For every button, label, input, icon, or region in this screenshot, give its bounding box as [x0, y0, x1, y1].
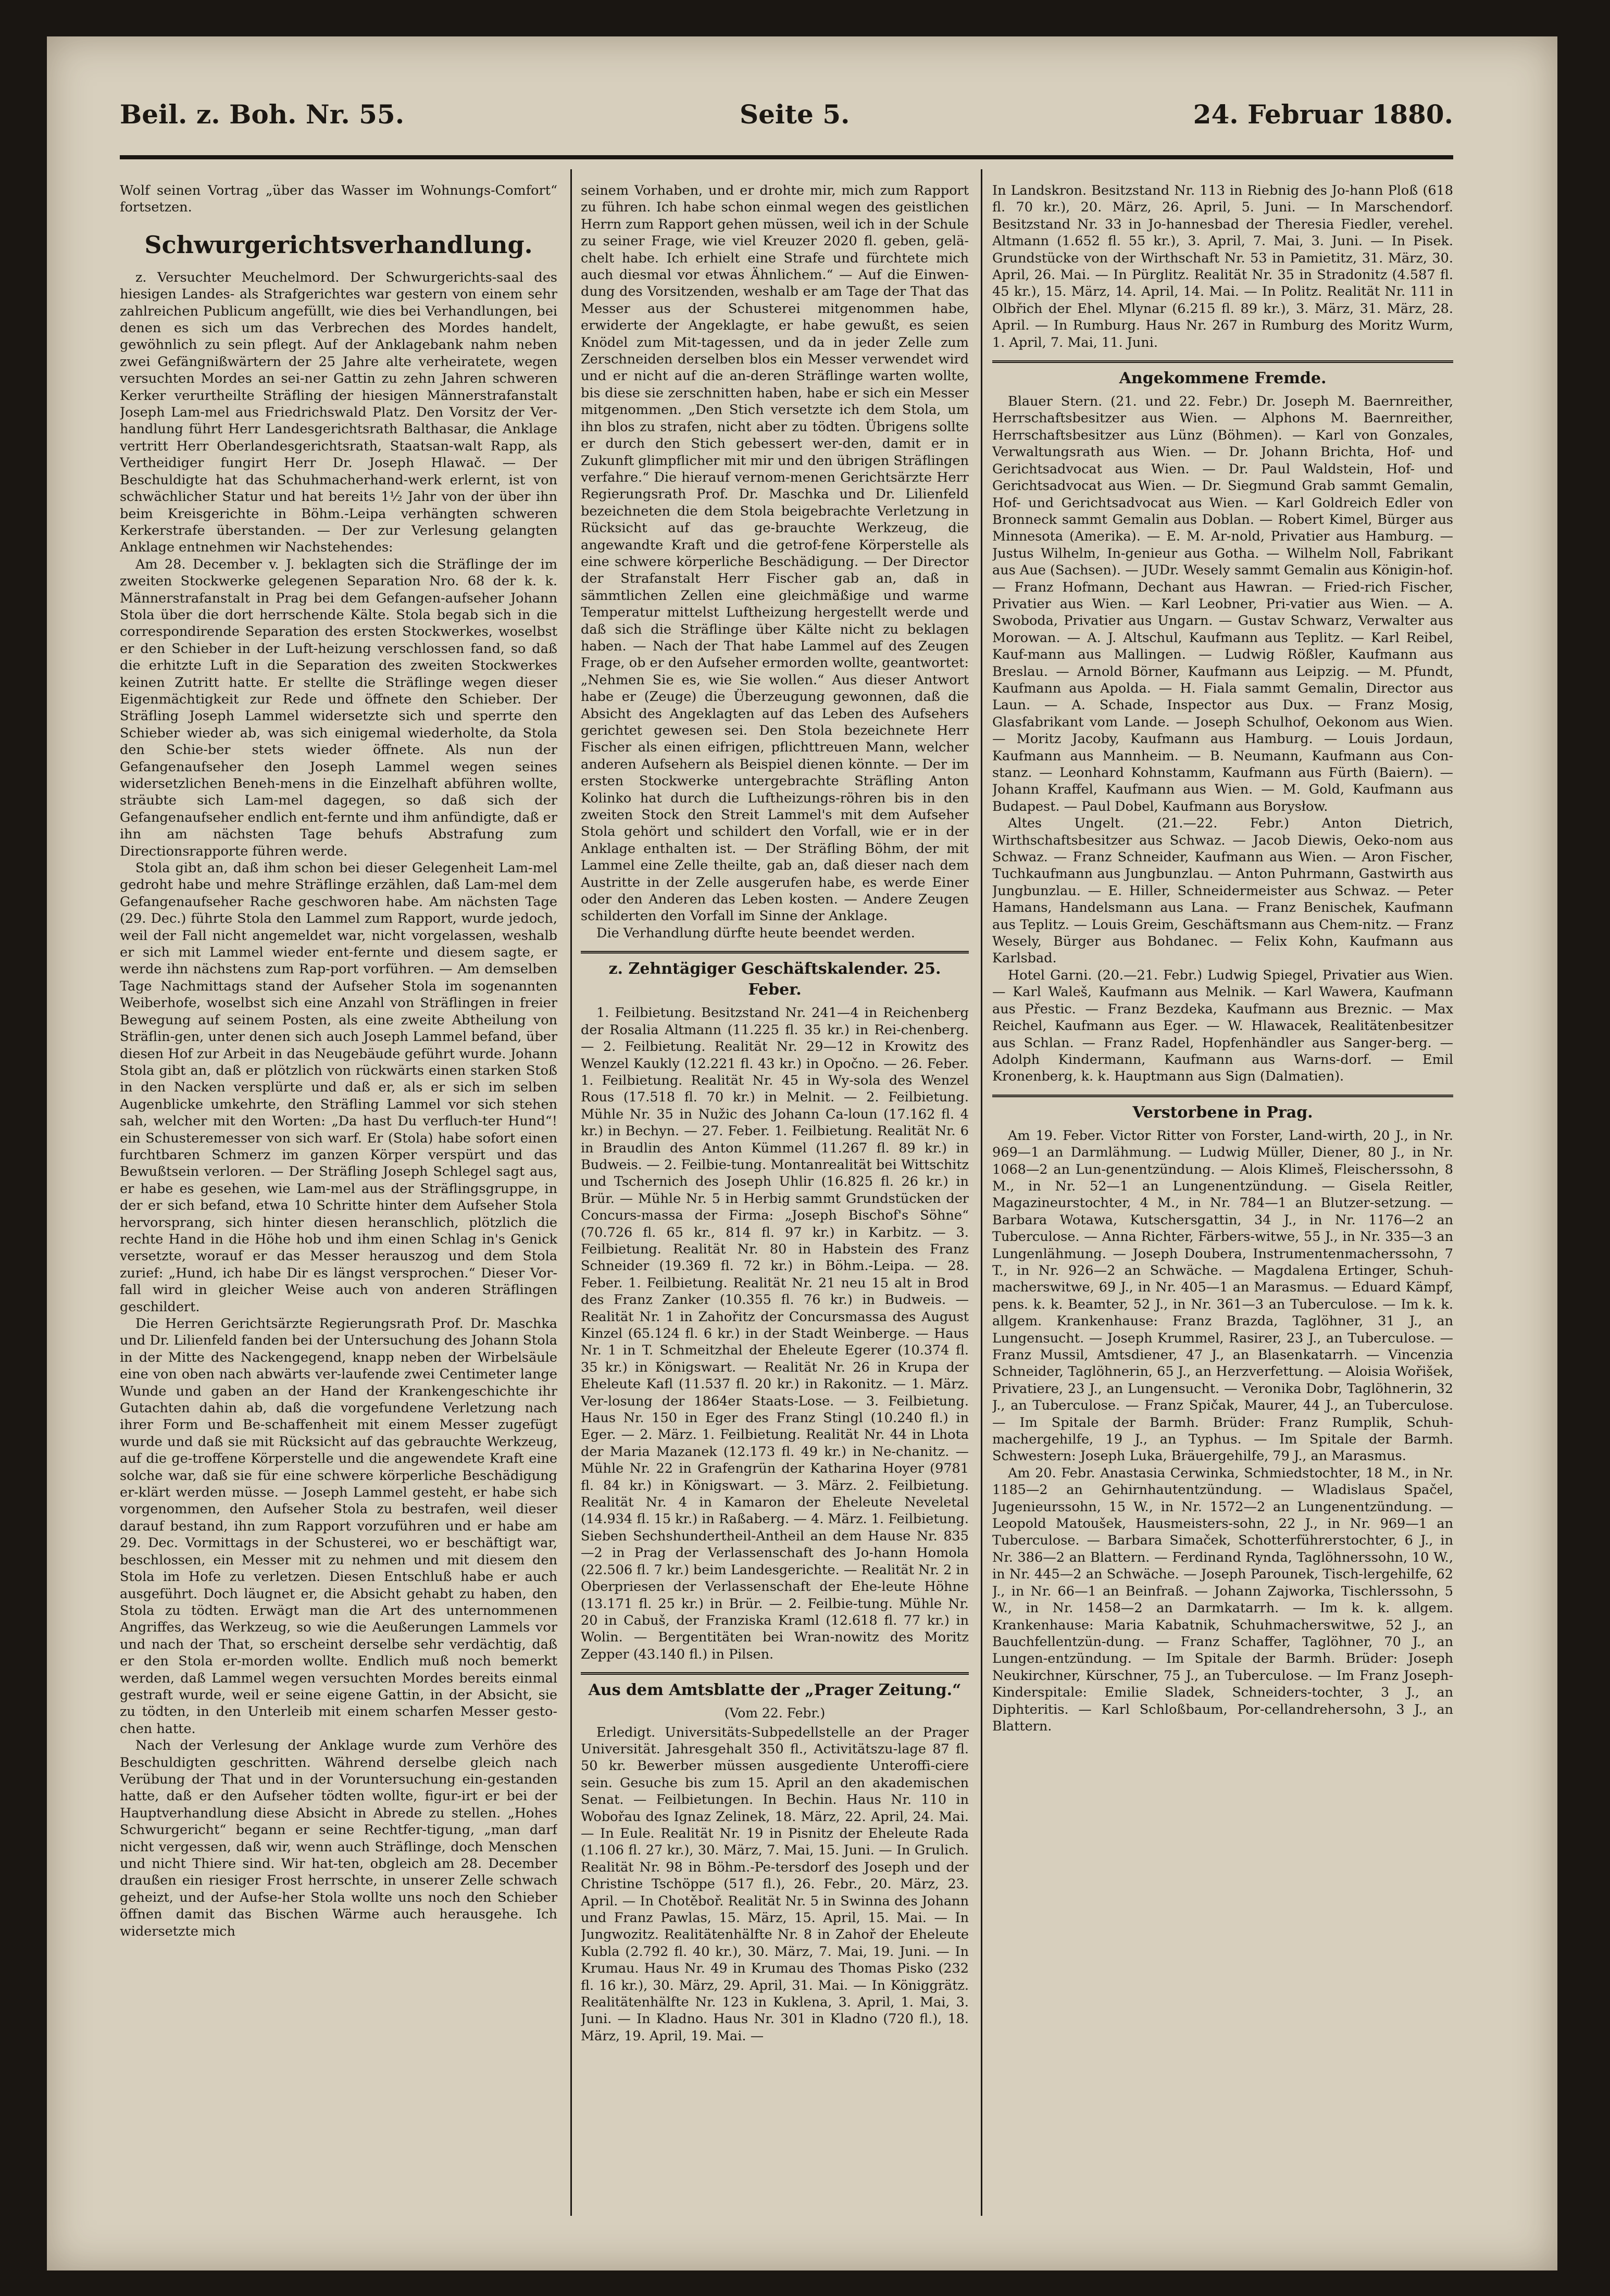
article-paragraph: z. Versuchter Meuchelmord. Der Schwurgerichts-saal des hiesigen Landes- als Strafgerichtes war gestern von einem sehr zahlreichen Publicum angefüllt, wie dies bei Verhandlungen, bei denen es sich um das Verbrechen des Mordes handelt, gewöhnlich zu sein pflegt. Auf der Anklagebank nahm neben zwei Gefängnißwärtern der 25 Jahre alte verheiratete, wegen versuchten Mordes an sei-ner Gattin zu zehn Jahren schweren Kerker verurtheilte Sträfling der hiesigen Männerstrafanstalt Joseph Lam-mel aus Friedrichswald Platz. Den Vorsitz der Ver-handlung führt Herr Landesgerichtsrath Balthasar, die Anklage vertritt Herr Oberlandesgerichtsrath, Staatsan-walt Rapp, als Vertheidiger fungirt Herr Dr. Joseph Hlawač. — Der Beschuldigte hat das Schuhmacherhand-werk erlernt, ist von schwächlicher Statur und hat bereits 1½ Jahr von der über ihn beim Kreisgerichte in Böhm.-Leipa verhängten schweren Kerkerstrafe überstanden. — Der zur Verlesung gelangten Anklage entnehmen wir Nachstehendes:	[120, 269, 557, 556]
column-divider-1	[570, 169, 572, 2216]
header-rule	[120, 155, 1453, 159]
issue-label: Beil. z. Boh. Nr. 55.	[120, 99, 405, 130]
column-3	[992, 182, 1453, 2224]
amtsblatt-text: Erledigt. Universitäts-Subpedellstelle an der Prager Universität. Jahresgehalt 350 fl., Activitätszu-lage 87 fl. 50 kr. Bewerber müssen ausgediente Unteroffi-ciere sein. Gesuche bis zum 15. April an den akademischen Senat. — Feilbietungen. In Bechin. Haus Nr. 110 in Wobořau des Ignaz Zelinek, 18. März, 22. April, 24. Mai. — In Eule. Realität Nr. 19 in Pisnitz der Eheleute Rada (1.106 fl. 27 kr.), 30. März, 7. Mai, 15. Juni. — In Grulich. Realität Nr. 98 in Böhm.-Pe-tersdorf des Joseph und der Christine Tschöppe (517 fl.), 26. Febr., 20. März, 23. April. — In Chotěboř. Realität Nr. 5 in Swinna des Johann und Franz Pawlas, 15. März, 15. April, 15. Mai. — In Jungwozitz. Realitätenhälfte Nr. 8 in Zahoř der Eheleute Kubla (2.792 fl. 40 kr.), 30. März, 7. Mai, 19. Juni. — In Krumau. Haus Nr. 49 in Krumau des Thomas Pisko (232 fl. 16 kr.), 30. März, 29. April, 31. Mai. — In Königgrätz. Realitätenhälfte Nr. 123 in Kuklena, 3. April, 1. Mai, 3. Juni. — In Kladno. Haus Nr. 301 in Kladno (720 fl.), 18. März, 19. April, 19. Mai. —	[581, 1724, 969, 2044]
article-paragraph: Am 28. December v. J. beklagten sich die Sträflinge der im zweiten Stockwerke gelegenen Separation Nro. 68 der k. k. Männerstrafanstalt in Prag bei dem Gefangen-aufseher Johann Stola über die dort herrschende Kälte. Stola begab sich in die correspondirende Separation des ersten Stockwerkes, woselbst er den Schieber in der Luft-heizung verschlossen fand, so daß die erhitzte Luft in die Separation des zweiten Stockwerkes keinen Zutritt hatte. Er stellte die Sträflinge wegen dieser Eigenmächtigkeit zur Rede und öffnete den Schieber. Der Sträfling Joseph Lammel widersetzte sich und sperrte den Schieber wieder ab, was sich einigemal wiederholte, da Stola den Schie-ber stets wieder öffnete. Als nun der Gefangenaufseher den Joseph Lammel wegen seines widersetzlichen Beneh-mens in die Einzelhaft abführen wollte, sträubte sich Lam-mel dagegen, so daß sich der Gefangenaufseher endlich ent-fernte und ihm anfündigte, daß er ihn am nächsten Tage behufs Abstrafung zum Directionsrapporte führen werde.	[120, 556, 557, 859]
continued-text: Wolf seinen Vortrag „über das Wasser im Wohnungs-Comfort“ fortsetzen.	[120, 183, 557, 216]
page-number: Seite 5.	[740, 99, 850, 130]
article-paragraph: Stola gibt an, daß ihm schon bei dieser Gelegenheit Lam-mel gedroht habe und mehre Sträflinge erzählen, daß Lam-mel dem Gefangenaufseher Rache geschworen habe. Am nächsten Tage (29. Dec.) führte Stola den Lammel zum Rapport, wurde jedoch, weil der Fall nicht angemeldet war, nicht vorgelassen, weshalb er sich mit Lammel wieder ent-fernte und diesem sagte, er werde ihn nächstens zum Rap-port vorführen. — Am demselben Tage Nachmittags stand der Aufseher Stola im sogenannten Weiberhofe, woselbst sich eine Anzahl von Sträflingen in freier Bewegung auf seinem Posten, als eine zweite Abtheilung von Sträflin-gen, unter denen sich auch Joseph Lammel befand, über diesen Hof zur Arbeit in das Neugebäude geführt wurde. Johann Stola gibt an, daß er plötzlich von rückwärts einen starken Stoß in den Nacken versplürte und daß er, als er sich im selben Augenblicke umkehrte, den Sträfling Lammel vor sich stehen sah, welcher mit den Worten: „Da hast Du verfluch-ter Hund“! ein Schusteremesser von sich warf. Er (Stola) habe sofort einen furchtbaren Schmerz im ganzen Körper verspürt und das Bewußtsein verloren. — Der Sträfling Joseph Schlegel sagt aus, er habe es gesehen, wie Lam-mel aus der Sträflingsgruppe, in der er sich befand, etwa 10 Schritte hinter dem Aufseher Stola hervorsprang, sich hinter diesen heranschlich, plötzlich die rechte Hand in die Höhe hob und ihm einen Schlag in's Genick versetzte, worauf er das Messer herauszog und dem Stola zurief: „Hund, ich habe Dir es längst versprochen.“ Dieser Vor-fall wird in gleicher Weise auch von anderen Sträflingen geschildert.	[120, 860, 557, 1315]
section-heading-geschaeftskalender: z. Zehntägiger Geschäftskalender. 25. Feber.	[581, 951, 969, 1000]
guest-list: Altes Ungelt. (21.—22. Febr.) Anton Dietrich, Wirthschaftsbesitzer aus Schwaz. — Jacob Diewis, Oeko-nom aus Schwaz. — Franz Schneider, Kaufmann aus Wien. — Aron Fischer, Tuchkaufmann aus Jungbunzlau. — Anton Puhrmann, Gastwirth aus Jungbunzlau. — E. Hiller, Schneidermeister aus Schwaz. — Peter Hamans, Handelsmann aus Lana. — Franz Benischek, Kaufmann aus Teplitz. — Louis Greim, Geschäftsmann aus Chem-nitz. — Franz Wesely, Bürger aus Bohdanec. — Felix Kohn, Kaufmann aus Karlsbad.	[992, 815, 1453, 967]
death-notices: Am 19. Feber. Victor Ritter von Forster, Land-wirth, 20 J., in Nr. 969—1 an Darmlähmung. — Ludwig Müller, Diener, 80 J., in Nr. 1068—2 an Lun-genentzündung. — Alois Klimeš, Fleischerssohn, 8 M., in Nr. 52—1 an Lungenentzündung. — Gisela Reitler, Magazineurstochter, 4 M., in Nr. 784—1 an Blutzer-setzung. — Barbara Wotawa, Kutschersgattin, 34 J., in Nr. 1176—2 an Tuberculose. — Anna Richter, Färbers-witwe, 55 J., in Nr. 335—3 an Lungenlähmung. — Joseph Doubera, Instrumentenmacherssohn, 7 T., in Nr. 926—2 an Schwäche. — Magdalena Ertinger, Schuh-macherswitwe, 69 J., in Nr. 405—1 an Marasmus. — Eduard Kämpf, pens. k. k. Beamter, 52 J., in Nr. 361—3 an Tuberculose. — Im k. k. allgem. Krankenhause: Franz Brazda, Taglöhner, 31 J., an Lungensucht. — Joseph Krummel, Rasirer, 23 J., an Tuberculose. — Franz Mussil, Amtsdiener, 47 J., an Blasenkatarrh. — Vincenzia Schneider, Taglöhnerin, 65 J., an Herzverfettung. — Aloisia Wořišek, Privatiere, 23 J., an Lungensucht. — Veronika Dobr, Taglöhnerin, 32 J., an Tuberculose. — Franz Spičak, Maurer, 44 J., an Tuberculose. — Im Spitale der Barmh. Brüder: Franz Rumplik, Schuh-machergehilfe, 19 J., an Typhus. — Im Spitale der Barmh. Schwestern: Joseph Luka, Bräuergehilfe, 79 J., an Marasmus.	[992, 1127, 1453, 1464]
newspaper-page	[47, 36, 1557, 2270]
death-notices: Am 20. Febr. Anastasia Cerwinka, Schmiedstochter, 18 M., in Nr. 1185—2 an Gehirnhautentzündung. — Wladislaus Spačel, Jugenieurssohn, 15 W., in Nr. 1572—2 an Lungenentzündung. — Leopold Matoušek, Hausmeisters-sohn, 22 J., in Nr. 969—1 an Tuberculose. — Barbara Simaček, Schotterführerstochter, 6 J., in Nr. 386—2 an Blattern. — Ferdinand Rynda, Taglöhnerssohn, 10 W., in Nr. 445—2 an Schwäche. — Joseph Parounek, Tisch-lergehilfe, 62 J., in Nr. 66—1 an Beinfraß. — Johann Zajworka, Tischlerssohn, 5 W., in Nr. 1458—2 an Darmkatarrh. — Im k. k. allgem. Krankenhause: Maria Kabatnik, Schuhmacherswitwe, 52 J., an Bauchfellentzün-dung. — Franz Schaffer, Taglöhner, 70 J., an Lungen-entzündung. — Im Spitale der Barmh. Brüder: Joseph Neukirchner, Kürschner, 75 J., an Tuberculose. — Im Franz Joseph-Kinderspitale: Emilie Sladek, Schneiders-tochter, 3 J., an Diphteritis. — Karl Schloßbaum, Por-cellandrehersohn, 3 J., an Blattern.	[992, 1465, 1453, 1734]
calendar-text: 1. Feilbietung. Besitzstand Nr. 241—4 in Reichenberg der Rosalia Altmann (11.225 fl. 35 kr.) in Rei-chenberg. — 2. Feilbietung. Realität Nr. 29—12 in Krowitz des Wenzel Kaukly (12.221 fl. 43 kr.) in Opočno. — 26. Feber. 1. Feilbietung. Realität Nr. 45 in Wy-sola des Wenzel Rous (17.518 fl. 70 kr.) in Melnit. — 2. Feilbietung. Mühle Nr. 35 in Nužic des Johann Ca-loun (17.162 fl. 4 kr.) in Bechyn. — 27. Feber. 1. Feilbietung. Realität Nr. 6 in Braudlin des Anton Kümmel (11.267 fl. 89 kr.) in Budweis. — 2. Feilbie-tung. Montanrealität bei Wittschitz und Tschernich des Joseph Uhlir (16.825 fl. 26 kr.) in Brür. — Mühle Nr. 5 in Herbig sammt Grundstücken der Concurs-massa der Firma: „Joseph Bischof's Söhne“ (70.726 fl. 65 kr., 814 fl. 97 kr.) in Karbitz. — 3. Feilbietung. Realität Nr. 80 in Habstein des Franz Schneider (19.369 fl. 72 kr.) in Böhm.-Leipa. — 28. Feber. 1. Feilbietung. Realität Nr. 21 neu 15 alt in Brod des Franz Zanker (10.355 fl. 76 kr.) in Budweis. — Realität Nr. 1 in Zahořitz der Concursmassa des August Kinzel (65.124 fl. 6 kr.) in der Stadt Weinberge. — Haus Nr. 1 in T. Schmeitzhal der Eheleute Egerer (10.374 fl. 35 kr.) in Königswart. — Realität Nr. 26 in Krupa der Eheleute Kafl (11.537 fl. 20 kr.) in Rakonitz. — 1. März. Ver-losung der 1864er Staats-Lose. — 3. Feilbietung. Haus Nr. 150 in Eger des Franz Stingl (10.240 fl.) in Eger. — 2. März. 1. Feilbietung. Realität Nr. 44 in Lhota der Maria Mazanek (12.173 fl. 49 kr.) in Ne-chanitz. — Mühle Nr. 22 in Grafengrün der Katharina Hoyer (9781 fl. 84 kr.) in Königswart. — 3. März. 2. Feilbietung. Realität Nr. 4 in Kamaron der Eheleute Neveletal (14.934 fl. 15 kr.) in Raßaberg. — 4. März. 1. Feilbietung. Sieben Sechshundertheil-Antheil an dem Hause Nr. 835—2 in Prag der Verlassenschaft des Jo-hann Homola (22.506 fl. 7 kr.) beim Landesgerichte. — Realität Nr. 2 in Oberpriesen der Verlassenschaft der Ehe-leute Höhne (13.171 fl. 25 kr.) in Brür. — 2. Feilbie-tung. Mühle Nr. 20 in Cabuš, der Franziska Kraml (12.618 fl. 77 kr.) in Wolin. — Bergentitäten bei Wran-nowitz des Moritz Zepper (43.140 fl.) in Pilsen.	[581, 1005, 969, 1662]
amtsblatt-continued: In Landskron. Besitzstand Nr. 113 in Riebnig des Jo-hann Ploß (618 fl. 70 kr.), 20. März, 26. April, 5. Juni. — In Marschendorf. Besitzstand Nr. 33 in Jo-hannesbad der Theresia Fiedler, verehel. Altmann (1.652 fl. 55 kr.), 3. April, 7. Mai, 3. Juni. — In Pisek. Grundstücke von der Wirthschaft Nr. 53 in Pamietitz, 31. März, 30. April, 26. Mai. — In Pürglitz. Realität Nr. 35 in Stradonitz (4.587 fl. 45 kr.), 15. März, 14. April, 14. Mai. — In Politz. Realität Nr. 111 in Olbřich der Ehel. Mlynar (6.215 fl. 89 kr.), 3. März, 31. März, 28. April. — In Rumburg. Haus Nr. 267 in Rumburg des Moritz Wurm, 1. April, 7. Mai, 11. Juni.	[992, 183, 1453, 350]
article-paragraph: Die Verhandlung dürfte heute beendet werden.	[596, 925, 915, 941]
column-1	[120, 182, 557, 2224]
guest-list: Hotel Garni. (20.—21. Febr.) Ludwig Spiegel, Privatier aus Wien. — Karl Waleš, Kaufmann aus Melnik. — Karl Wawera, Kaufmann aus Přestic. — Franz Bezdeka, Kaufmann aus Breznic. — Max Reichel, Kaufmann aus Eger. — W. Hlawacek, Realitätenbesitzer aus Schlan. — Franz Radel, Hopfenhändler aus Sanger-berg. — Adolph Kindermann, Kaufmann aus Warns-dorf. — Emil Kronenberg, k. k. Hauptmann aus Sign (Dalmatien).	[992, 967, 1453, 1085]
section-heading-verstorbene: Verstorbene in Prag.	[992, 1095, 1453, 1123]
section-heading-fremde: Angekommene Fremde.	[992, 360, 1453, 389]
article-paragraph: Nach der Verlesung der Anklage wurde zum Verhöre des Beschuldigten geschritten. Während derselbe gleich nach Verübung der That und in der Voruntersuchung ein-gestanden hatte, daß er den Aufseher tödten wollte, figur-irt er bei der Hauptverhandlung diese Absicht in Abrede zu stellen. „Hohes Schwurgericht“ begann er seine Rechtfer-tigung, „man darf nicht vergessen, daß wir, wenn auch Sträflinge, doch Menschen und nicht Thiere sind. Wir hat-ten, obgleich am 28. December draußen ein riesiger Frost herrschte, in unserer Zelle schwach geheizt, und der Aufse-her Stola wollte uns noch den Schieber öffnen damit das Bischen Wärme auch herausgehe. Ich widersetzte mich	[120, 1738, 557, 1939]
section-subheading: (Vom 22. Febr.)	[724, 1705, 826, 1721]
issue-date: 24. Februar 1880.	[1193, 99, 1453, 130]
column-2	[581, 182, 969, 2224]
page-header	[120, 99, 1453, 146]
section-heading-schwurgericht: Schwurgerichtsverhandlung.	[144, 230, 533, 259]
guest-list: Blauer Stern. (21. und 22. Febr.) Dr. Joseph M. Baernreither, Herrschaftsbesitzer aus Wien. — Alphons M. Baernreither, Herrschaftsbesitzer aus Lünz (Böhmen). — Karl von Gonzales, Verwaltungsrath aus Wien. — Dr. Johann Brichta, Hof- und Gerichtsadvocat aus Wien. — Dr. Paul Waldstein, Hof- und Gerichtsadvocat aus Wien. — Dr. Siegmund Grab sammt Gemalin, Hof- und Gerichtsadvocat aus Wien. — Karl Goldreich Edler von Bronneck sammt Gemalin aus Doblan. — Robert Kimel, Bürger aus Minnesota (Amerika). — E. M. Ar-nold, Privatier aus Hamburg. — Justus Wilhelm, In-genieur aus Gotha. — Wilhelm Noll, Fabrikant aus Aue (Sachsen). — JUDr. Wesely sammt Gemalin aus Königin-hof. — Franz Hofmann, Dechant aus Hawran. — Fried-rich Fischer, Privatier aus Wien. — Karl Leobner, Pri-vatier aus Wien. — A. Swoboda, Privatier aus Ungarn. — Gustav Schwarz, Verwalter aus Morowan. — A. J. Altschul, Kaufmann aus Teplitz. — Karl Reibel, Kauf-mann aus Mallingen. — Ludwig Rößler, Kaufmann aus Breslau. — Arnold Börner, Kaufmann aus Leipzig. — M. Pfundt, Kaufmann aus Apolda. — H. Fiala sammt Gemalin, Director aus Laun. — A. Schade, Inspector aus Dux. — Franz Mosig, Glasfabrikant vom Lande. — Joseph Schulhof, Oekonom aus Wien. — Moritz Jacoby, Kaufmann aus Hamburg. — Louis Jordaun, Kaufmann aus Mannheim. — B. Neumann, Kaufmann aus Con-stanz. — Leonhard Kohnstamm, Kaufmann aus Fürth (Baiern). — Johann Kraffel, Kaufmann aus Wien. — M. Gold, Kaufmann aus Budapest. — Paul Dobel, Kaufmann aus Borysłow.	[992, 394, 1453, 814]
article-paragraph: seinem Vorhaben, und er drohte mir, mich zum Rapport zu führen. Ich habe schon einmal wegen des geistlichen Herrn zum Rapport gehen müssen, weil ich in der Schule zu seiner Frage, wie viel Kreuzer 2020 fl. geben, gelä-chelt habe. Ich erhielt eine Strafe und fürchtete mich auch diesmal vor etwas Ähnlichem.“ — Auf die Einwen-dung des Vorsitzenden, weshalb er am Tage der That das Messer aus der Schusterei mitgenommen habe, erwiderte der Angeklagte, er habe gewußt, es seien Knödel zum Mit-tagessen, und da in jeder Zelle zum Zerschneiden derselben blos ein Messer verwendet wird und er nicht auf die an-deren Sträflinge warten wollte, bis diese sie zerschnitten haben, habe er sich ein Messer mitgenommen. „Den Stich versetzte ich dem Stola, um ihn blos zu strafen, nicht aber zu tödten. Übrigens sollte er durch den Stich gebessert wer-den, damit er in Zukunft glimpflicher mit mir und den übrigen Sträflingen verfahre.“ Die hierauf vernom-menen Gerichtsärzte Herr Regierungsrath Prof. Dr. Maschka und Dr. Lilienfeld bezeichneten die dem Stola beigebrachte Verletzung in Rücksicht auf das ge-brauchte Werkzeug, die angewandte Kraft und die getrof-fene Körperstelle als eine schwere körperliche Beschädigung. — Der Director der Strafanstalt Herr Fischer gab an, daß in sämmtlichen Zellen eine gleichmäßige und warme Temperatur mittelst Luftheizung hergestellt werde und daß sich die Sträflinge über Kälte nicht zu beklagen haben. — Nach der That habe Lammel auf des Zeugen Frage, ob er den Aufseher ermorden wollte, geantwortet: „Nehmen Sie es, wie Sie wollen.“ Aus dieser Antwort habe er (Zeuge) die Überzeugung gewonnen, daß die Absicht des Angeklagten auf das Leben des Aufsehers gerichtet gewesen sei. Den Stola bezeichnete Herr Fischer als einen eifrigen, pflichttreuen Mann, welcher anderen Aufsehern als Beispiel dienen könnte. — Der im ersten Stockwerke untergebrachte Sträfling Anton Kolinko hat durch die Luftheizungs-röhren bis in den zweiten Stock den Streit Lammel's mit dem Aufseher Stola gehört und schildert den Vorfall, wie er in der Anklage enthalten ist. — Der Sträfling Böhm, der mit Lammel eine Zelle theilte, gab an, daß dieser nach dem Austritte in der Zelle ausgerufen habe, es werde Einer oder den Anderen das Leben kosten. — Andere Zeugen schilderten den Vorfall im Sinne der Anklage.	[581, 183, 969, 924]
article-paragraph: Die Herren Gerichtsärzte Regierungsrath Prof. Dr. Maschka und Dr. Lilienfeld fanden bei der Untersuchung des Johann Stola in der Mitte des Nackengegend, knapp neben der Wirbelsäule eine von oben nach abwärts ver-laufende zwei Centimeter lange Wunde und gaben an der Hand der Krankengeschichte ihr Gutachten dahin ab, daß die vorgefundene Verletzung nach ihrer Form und Be-schaffenheit mit einem Messer zugefügt wurde und daß sie mit Rücksicht auf das gebrauchte Werkzeug, auf die ge-troffene Körperstelle und die angewendete Kraft eine solche war, daß sie für eine schwere körperliche Beschädigung er-klärt werden müsse. — Joseph Lammel gesteht, er habe sich vorgenommen, den Aufseher Stola zu bestrafen, weil dieser darauf bestand, ihn zum Rapport vorzuführen und er habe am 29. Dec. Vormittags in der Schusterei, wo er beschäftigt war, beschlossen, ein Messer mit zu nehmen und mit diesem den Stola im Hofe zu verletzen. Diesen Entschluß habe er auch ausgeführt. Doch läugnet er, die Absicht gehabt zu haben, den Stola zu tödten. Erwägt man die Art des unternommenen Angriffes, das Werkzeug, so wie die Aeußerungen Lammels vor und nach der That, so erscheint derselbe sehr verdächtig, daß er den Stola er-morden wollte. Endlich muß noch bemerkt werden, daß Lammel wegen versuchten Mordes bereits einmal gestraft wurde, weil er seine eigene Gattin, in der Absicht, sie zu tödten, in den Unterleib mit einem scharfen Messer gesto-chen hatte.	[120, 1316, 557, 1737]
column-divider-2	[981, 169, 982, 2216]
section-heading-amtsblatt: Aus dem Amtsblatte der „Prager Zeitung.“	[581, 1672, 969, 1701]
